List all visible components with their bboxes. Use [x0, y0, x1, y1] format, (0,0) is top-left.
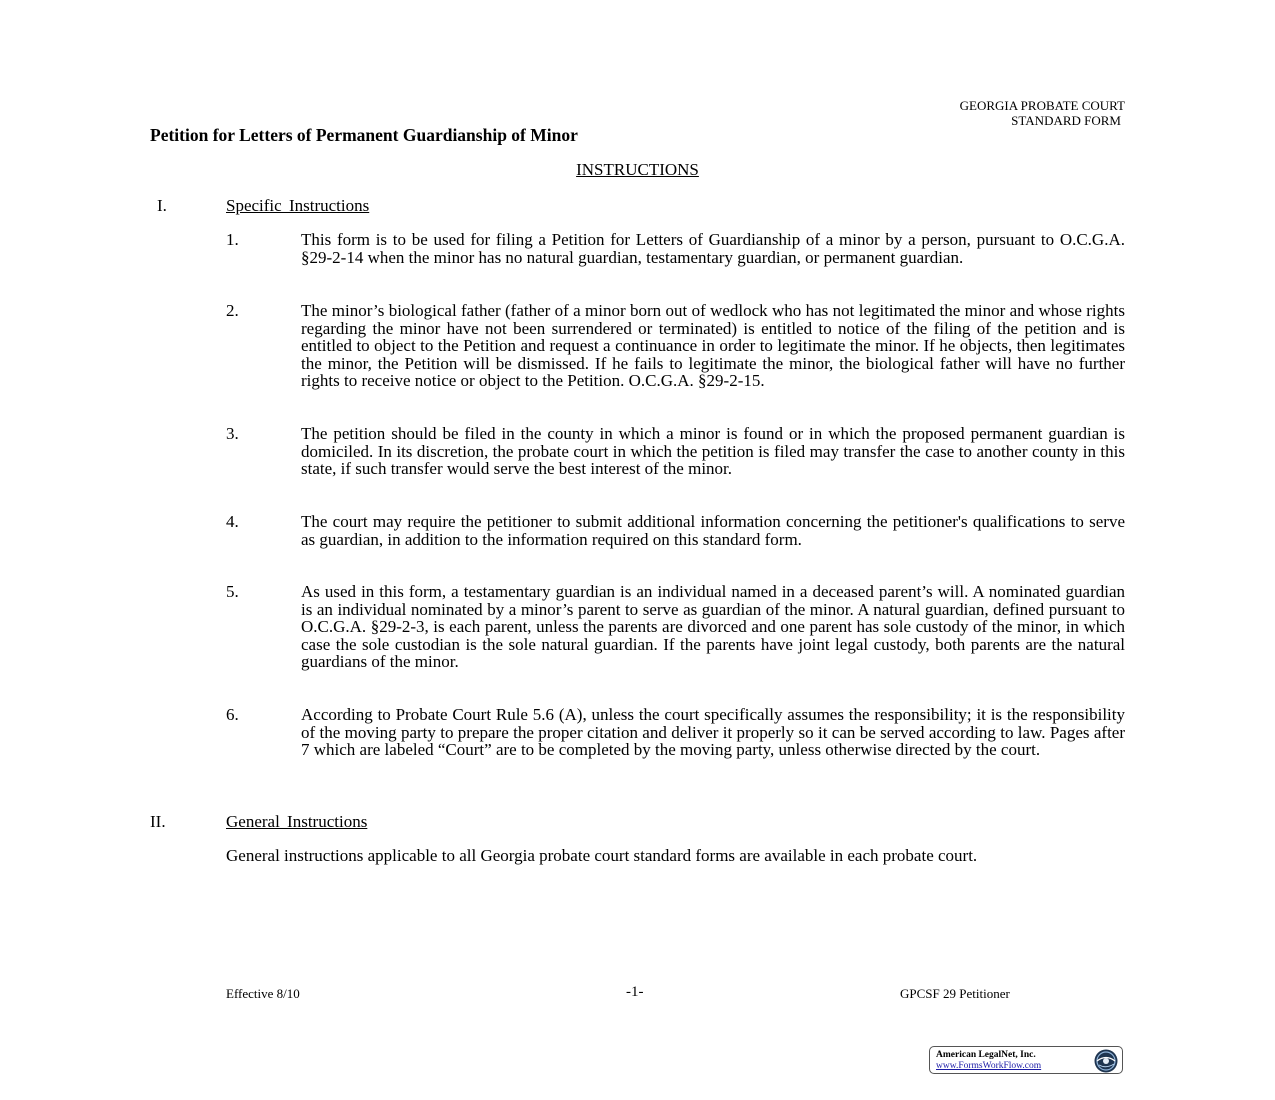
logo-company: American LegalNet, Inc. [936, 1050, 1036, 1060]
form-title: Petition for Letters of Permanent Guardianship of Minor [150, 125, 578, 145]
item-number: 1. [226, 230, 239, 249]
item-text: As used in this form, a testamentary guardian is an individual named in a deceased parent’s will. A nominated guardian is an individual nominated by a minor’s parent to serve as guardian of the minor. A natural guardian, defined pursuant to O.C.G.A. §29-2-3, is each parent, unless the parents are divorced and one parent has sole custody of the minor, in which case the sole custodian is the sole natural guardian. If the parents have joint legal custody, both parents are the natural guardians of the minor. [301, 582, 1125, 672]
section-numeral-1: I. [157, 196, 167, 215]
instruction-item [226, 302, 1125, 390]
section-title-general: General Instructions [226, 812, 368, 831]
form-code: GPCSF 29 Petitioner [900, 986, 1010, 1001]
logo-url-link[interactable]: www.FormsWorkFlow.com [936, 1061, 1042, 1071]
item-number: 6. [226, 705, 239, 724]
court-header [960, 98, 1125, 128]
instructions-heading: INSTRUCTIONS [576, 160, 699, 179]
item-text: According to Probate Court Rule 5.6 (A), unless the court specifically assumes the responsibility; it is the responsibility of the moving party to prepare the proper citation and deliver it properly so it can be served according to law. Pages after 7 which are labeled “Court” are to be completed by the moving party, unless otherwise directed by the court. [301, 705, 1125, 760]
legalnet-logo [929, 1046, 1123, 1074]
effective-date: Effective 8/10 [226, 986, 300, 1001]
item-number: 3. [226, 424, 239, 443]
item-number: 2. [226, 301, 239, 320]
instruction-item [226, 231, 1125, 266]
section-title-specific: Specific Instructions [226, 196, 370, 215]
item-number: 5. [226, 582, 239, 601]
instruction-item [226, 706, 1125, 759]
item-text: The court may require the petitioner to submit additional information concerning the petitioner's qualifications to serve as guardian, in addition to the information required on this standard form. [301, 512, 1125, 549]
section-numeral-2: II. [150, 812, 166, 831]
page-number: -1- [626, 984, 644, 1000]
item-text: The petition should be filed in the county in which a minor is found or in which the proposed permanent guardian is domiciled. In its discretion, the probate court in which the petition is filed may transfer the case to another county in this state, if such transfer would serve the best interest of the minor. [301, 424, 1125, 479]
item-number: 4. [226, 512, 239, 531]
instruction-item [226, 425, 1125, 478]
item-text: This form is to be used for filing a Petition for Letters of Guardianship of a minor by a person, pursuant to O.C.G.A. §29-2-14 when the minor has no natural guardian, testamentary guardian, or permanent guardian. [301, 230, 1125, 267]
general-instructions-text: General instructions applicable to all Georgia probate court standard forms are available in each probate court. [226, 846, 978, 865]
instruction-item [226, 513, 1125, 548]
item-text: The minor’s biological father (father of a minor born out of wedlock who has not legitimated the minor and whose rights regarding the minor have not been surrendered or terminated) is entitled to notice of the filing of the petition and is entitled to object to the Petition and request a continuance in order to legitimate the minor. If he objects, then legitimates the minor, the Petition will be dismissed. If he fails to legitimate the minor, the biological father will have no further rights to receive notice or object to the Petition. O.C.G.A. §29-2-15. [301, 301, 1125, 391]
globe-icon [1093, 1048, 1119, 1074]
instruction-item [226, 583, 1125, 671]
court-header-line2: STANDARD FORM [1011, 113, 1121, 128]
court-header-line1: GEORGIA PROBATE COURT [959, 98, 1125, 113]
